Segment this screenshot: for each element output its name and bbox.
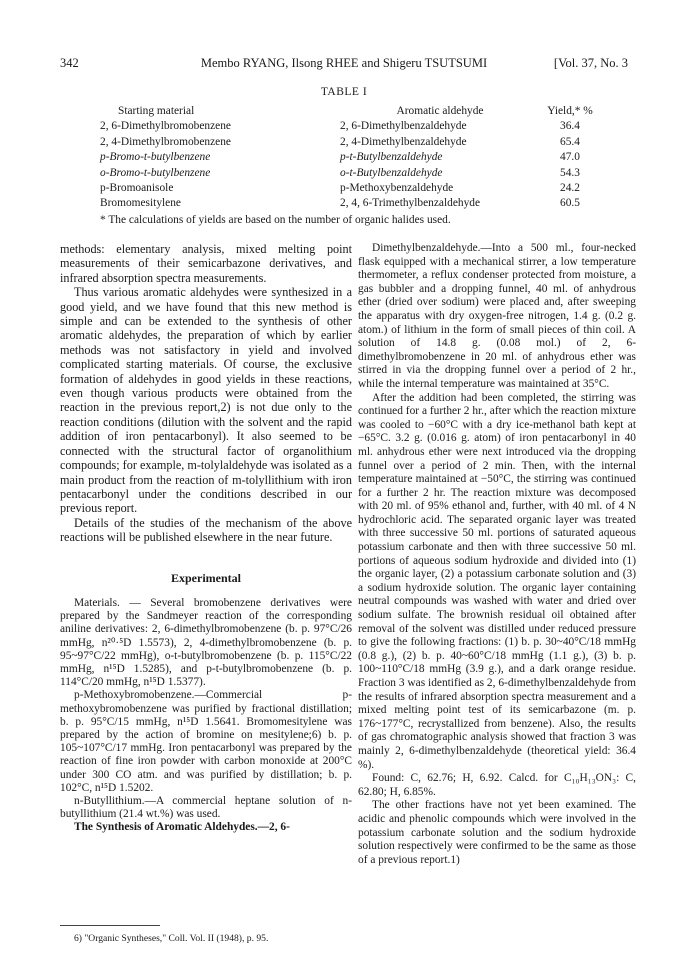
cell-starting-material: 2, 4-Dimethylbromobenzene (100, 135, 231, 148)
paragraph: The Synthesis of Aromatic Aldehydes.—2, 6- (74, 821, 290, 834)
col-header-starting-material: Starting material (118, 105, 195, 117)
right-column (358, 242, 636, 867)
table-row (100, 135, 600, 150)
cell-aldehyde: 2, 6-Dimethylbenzaldehyde (340, 120, 467, 133)
cell-yield: 36.4 (560, 120, 580, 133)
table-header-row (100, 104, 600, 119)
cell-yield: 47.0 (560, 151, 580, 164)
paragraph: Thus various aromatic aldehydes were synthesized in a good yield, and we have found that this new method is simple and can be extended to the synthesis of other aromatic aldehydes, the preparation of which by earlier methods was not satisfactory in yield and involved complicated starting materials. Of course, the exclusive formation of aldehydes in good yields in these reactions, even though various products were obtained from the reaction in the previous report,2) is not due only to the reaction conditions (dilution with the solvent and the rapid addition of iron pentacarbonyl). It also seemed to be connected with the structural factor of organolithium compounds; for example, m-tolylaldehyde was isolated as a main product from the reaction of m-tolyllithium with iron pentacarbonyl under the conditions described in our previous report. (60, 285, 352, 516)
cell-aldehyde: p-Methoxybenzaldehyde (340, 181, 454, 194)
cell-aldehyde: 2, 4, 6-Trimethylbenzaldehyde (340, 197, 481, 210)
yield-table (100, 104, 600, 212)
paragraph: Found: C, 62.76; H, 6.92. Calcd. for C₁₀H₁₃ON₃: C, 62.80; H, 6.85%. (358, 772, 636, 798)
col-header-aromatic-aldehyde: Aromatic aldehyde (396, 105, 484, 117)
paragraph: After the addition had been completed, the stirring was continued for a further 2 hr., after which the reaction mixture was cooled to −60°C with a dry ice-methanol bath kept at −65°C. 3.2 g. (0.016 g. atom) of iron pentacarbonyl in 40 ml. anhydrous ether were next introduced via the dropping funnel over a period of 2 min. Then, with the internal temperature maintained at −50°C, the stirring was continued for a further 2 hr. The reaction mixture was decomposed with 20 ml. of 95% ethanol and, further, with 40 ml. of 4 N hydrochloric acid. The separated organic layer was treated with three successive 50 ml. portions of saturated aqueous potassium carbonate and then with three successive 50 ml. portions of aqueous sodium hydroxide and divided into (1) the organic layer, (2) a potassium carbonate solution and (3) a sodium hydroxide solution. The organic layer containing neutral compounds was washed with water and dried over sodium sulfate. The brownish residual oil obtained after removal of the solvent was distilled under reduced pressure to give the following fractions: (1) b. p. 30~40°C/18 mmHg (0.8 g.), (2) b. p. 40~60°C/18 mmHg (1.1 g.), (3) b. p. 100~110°C/18 mmHg (3.9 g.), and a dark orange residue. Fraction 3 was identified as 2, 6-dimethylbenzaldehyde from the results of infrared absorption spectra measurement and a mixed melting point test of its semicarbazone (m. p. 176~177°C, recrystallized from benzene). Also, the results of gas chromatographic analysis showed that fraction 3 was mainly 2, 6-dimethylbenzaldehyde (theoretical yield: 36.4 %). (358, 391, 636, 771)
cell-aldehyde: p-t-Butylbenzaldehyde (340, 151, 443, 164)
paragraph: n-Butyllithium.—A commercial heptane solution of n-butyllithium (21.4 wt.%) was used. (60, 794, 352, 821)
section-heading-experimental: Experimental (171, 570, 241, 585)
cell-aldehyde: 2, 4-Dimethylbenzaldehyde (340, 135, 467, 148)
cell-starting-material: p-Bromoanisole (100, 181, 174, 194)
paragraph: The other fractions have not yet been examined. The acidic and phenolic compounds which were involved in the potassium carbonate solution and the sodium hydroxide solution respectively were confirmed to be the same as those of a previous report.1) (358, 799, 636, 866)
paragraph: p-Methoxybromobenzene.—Commercial p-methoxybromobenzene was purified by fractional distillation; b. p. 95°C/15 mmHg, n¹⁵D 1.5641. Bromomesitylene was prepared by the action of bromine on mesitylene;6) b. p. 105~107°C/17 mmHg. Iron pentacarbonyl was prepared by the reaction of fine iron powder with carbon monoxide at 200°C under 300 CO atm. and was purified by distillation; b. p. 102°C, n¹⁵D 1.5202. (60, 689, 352, 794)
paragraph: Materials. — Several bromobenzene derivatives were prepared by the Sandmeyer reaction of the corresponding aniline derivatives: 2, 6-dimethylbromobenzene (b. p. 97°C/26 mmHg, n²⁰·⁵D 1.5573), 2, 4-dimethylbromobenzene (b. p. 95~97°C/22 mmHg), o-t-butylbromobenzene (b. p. 115°C/22 mmHg, n¹⁵D 1.5285), and p-t-butylbromobenzene (b. p. 114°C/20 mmHg, n¹⁵D 1.5377). (60, 596, 352, 689)
table-row (100, 166, 600, 181)
cell-yield: 65.4 (560, 135, 580, 148)
paragraph: Dimethylbenzaldehyde.—Into a 500 ml., four-necked flask equipped with a mechanical stirrer, a low temperature thermometer, a reflux condenser protected from moisture, a gas bubbler and a dropping funnel, 40 ml. of anhydrous ether (dried over sodium) were placed and, after sweeping the apparatus with dry oxygen-free nitrogen, 1.4 g. (0.2 g. atom.) of lithium in the form of small pieces of thin coil. A solution of 14.8 g. (0.08 mol.) of 2, 6-dimethylbromobenzene in 20 ml. of anhydrous ether was stirred in via the dropping funnel over a period of 2 hr., while the internal temperature was maintained at 35°C. (358, 242, 636, 390)
page-number: 342 (60, 56, 79, 70)
table-footnote: * The calculations of yields are based on the number of organic halides used. (100, 214, 451, 226)
table-row (100, 196, 600, 211)
col-header-yield: Yield,* % (547, 105, 593, 117)
running-header-volume: [Vol. 37, No. 3 (553, 56, 628, 70)
cell-starting-material: o-Bromo-t-butylbenzene (100, 166, 211, 179)
table-row (100, 119, 600, 134)
cell-starting-material: p-Bromo-t-butylbenzene (100, 151, 211, 164)
cell-yield: 54.3 (560, 166, 580, 179)
footnote-reference: 6) "Organic Syntheses," Coll. Vol. II (1948), p. 95. (74, 933, 269, 944)
cell-yield: 60.5 (560, 197, 580, 210)
table-row (100, 181, 600, 196)
cell-aldehyde: o-t-Butylbenzaldehyde (340, 166, 443, 179)
left-column (60, 242, 352, 835)
cell-yield: 24.2 (560, 181, 580, 194)
table-row (100, 150, 600, 165)
cell-starting-material: Bromomesitylene (100, 197, 181, 210)
paragraph: methods: elementary analysis, mixed melting point measurements of their semicarbazone derivatives, and infrared absorption spectra measurements. (60, 242, 352, 285)
table-title: TABLE I (320, 86, 368, 98)
footnote-divider (60, 925, 160, 926)
cell-starting-material: 2, 6-Dimethylbromobenzene (100, 120, 231, 133)
paragraph: Details of the studies of the mechanism of the above reactions will be published elsewhere in the near future. (60, 515, 352, 545)
running-header-authors: Membo RYANG, Ilsong RHEE and Shigeru TSUTSUMI (200, 56, 488, 70)
